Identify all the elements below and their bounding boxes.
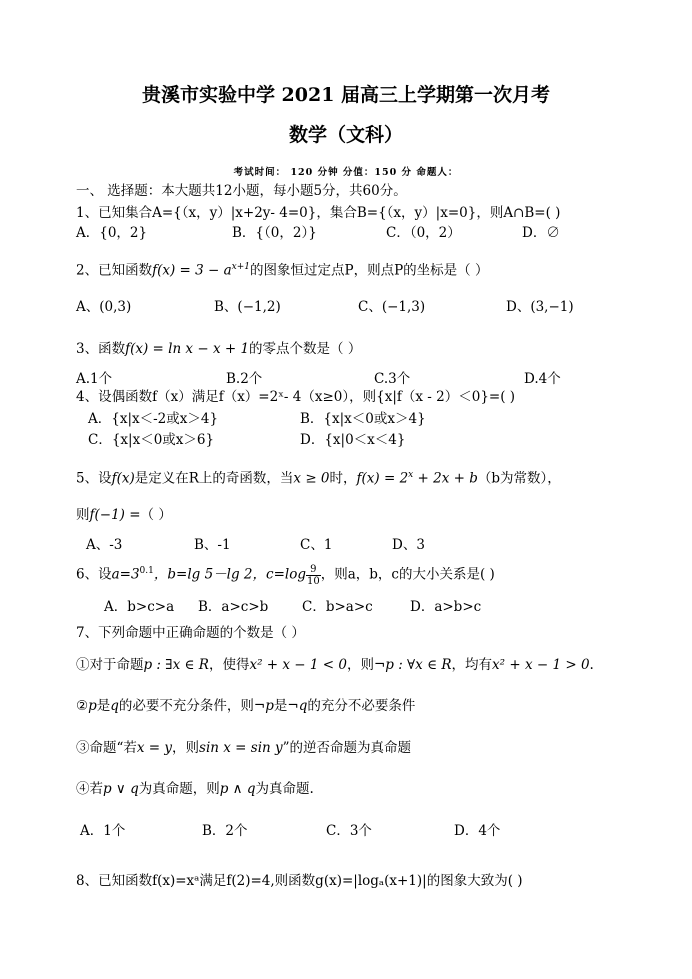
q7-statement-4: ④若p ∨ q为真命题，则p ∧ q为真命题.	[76, 781, 314, 797]
q6-option-c: C．b>a>c	[302, 599, 373, 615]
q6-stem: 6、设$a=3^{0.1}$，b=lg 5－lg 2，c=log $\frac{9}{10}$ ，则a，b，c的大小关系是( )	[76, 563, 495, 587]
q5-option-c: C、1	[300, 537, 333, 553]
q7-option-d: D．4个	[454, 823, 501, 839]
q7-statement-3: ③命题“若x = y，则sin x = sin y”的逆否命题为真命题	[76, 740, 412, 756]
q7-option-b: B．2个	[202, 823, 248, 839]
q2-formula: f(x) = 3 − a	[152, 262, 232, 279]
q8-stem: 8、已知函数f(x)=xᵃ满足f(2)=4,则函数g(x)=|logₐ(x+1)|的图象大致为( )	[76, 873, 523, 889]
q4-stem: 4、设偶函数f（x）满足f（x）=2ˣ- 4（x≥0），则{x|f（x - 2）＜0}=( )	[76, 389, 516, 405]
q2-option-b: B、(−1,2)	[214, 299, 281, 315]
q7-statement-2: ②p是q的必要不充分条件，则¬p是¬q的充分不必要条件	[76, 698, 416, 714]
q3-formula: f(x) = ln x − x + 1	[125, 341, 250, 357]
q4-option-b: B．{x|x＜0或x＞4}	[300, 411, 426, 427]
q2-option-a: A、(0,3)	[76, 299, 132, 315]
q6-option-d: D．a>b>c	[410, 599, 482, 615]
q4-option-d: D．{x|0＜x＜4}	[300, 432, 406, 448]
q1-option-c: C．（0，2）	[386, 225, 461, 241]
q2-option-d: D、(3,−1)	[506, 299, 574, 315]
q3-option-c: C.3个	[374, 371, 411, 387]
exam-info: 考试时间： 120 分钟 分值：150 分 命题人：	[233, 167, 459, 178]
q1-option-d: D．∅	[522, 225, 560, 241]
section-heading: 一、 选择题：本大题共12小题，每小题5分，共60分。	[76, 183, 407, 199]
q7-statement-1: ①对于命题p : ∃x ∈ R，使得x² + x − 1 < 0，则¬p : ∀x ∈ R，均有x² + x − 1 > 0.	[76, 657, 594, 673]
q5-option-b: B、-1	[194, 537, 231, 553]
q2-stem-pre: 2、已知函数	[76, 262, 153, 279]
q7-option-c: C．3个	[326, 823, 372, 839]
q1-stem: 1、已知集合A={（x，y）|x+2y- 4=0}，集合B={（x，y）|x=0}，则A∩B=( )	[76, 205, 561, 221]
q5-option-a: A、-3	[86, 537, 123, 553]
q2-option-c: C、(−1,3)	[358, 299, 426, 315]
q6-fraction: $\frac{9}{10}$	[306, 563, 320, 587]
exam-title: 贵溪市实验中学 2021 届高三上学期第一次月考	[141, 84, 551, 106]
q2-stem-post: 的图象恒过定点P，则点P的坐标是（ ）	[250, 262, 489, 279]
q3-option-b: B.2个	[226, 371, 263, 387]
q5-formula: f(x) = 2	[356, 470, 409, 487]
q2-exponent: x+1	[231, 262, 251, 272]
q2-stem	[76, 258, 488, 280]
q5-stem-line2: 则f(−1) =（ ）	[76, 507, 172, 523]
q7-option-a: A．1个	[80, 823, 126, 839]
q7-stem: 7、下列命题中正确命题的个数是（ ）	[76, 625, 305, 641]
q6-option-b: B．a>c>b	[198, 599, 269, 615]
q4-option-a: A．{x|x＜-2或x＞4}	[88, 411, 219, 427]
q1-option-b: B．{（0，2）}	[232, 225, 317, 241]
q5-option-d: D、3	[392, 537, 425, 553]
q3-stem: 3、函数f(x) = ln x − x + 1的零点个数是（ ）	[76, 341, 362, 357]
q5-stem: 5、设f(x)是定义在R上的奇函数，当x ≥ 0时，$f(x) = 2^x + 2x + b(b$为常数），	[76, 470, 561, 487]
exam-subtitle: 数学（文科）	[288, 124, 403, 146]
q3-option-d: D.4个	[524, 371, 561, 387]
q3-option-a: A.1个	[76, 371, 113, 387]
q1-option-a: A．{0，2}	[76, 225, 148, 241]
q4-option-c: C．{x|x＜0或x＞6}	[88, 432, 215, 448]
q6-option-a: A．b>c>a	[104, 599, 175, 615]
